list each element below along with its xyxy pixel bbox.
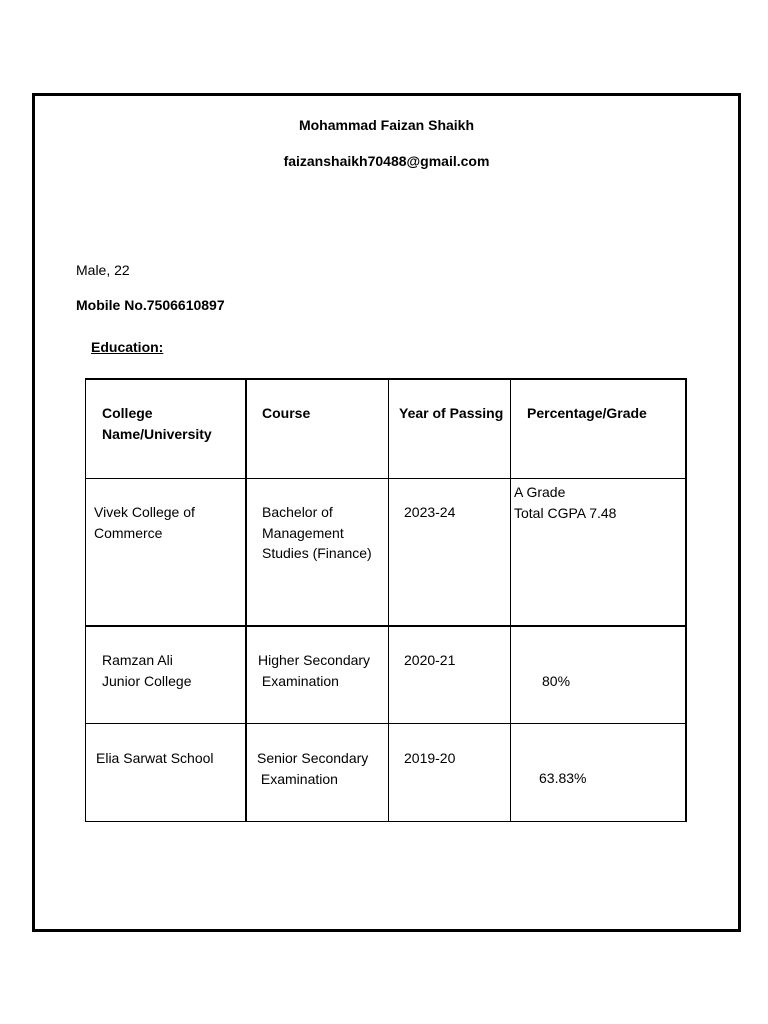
- year-cell: 2023-24: [404, 504, 456, 520]
- table-border-bottom: [85, 821, 687, 822]
- course-cell: Bachelor of Management Studies (Finance): [262, 504, 372, 561]
- table-border-right: [685, 378, 687, 822]
- college-cell: Ramzan Ali Junior College: [102, 652, 192, 689]
- course-cell: Senior Secondary Examination: [257, 750, 369, 787]
- column-header-grade: Percentage/Grade: [527, 405, 647, 421]
- year-cell: 2019-20: [404, 750, 456, 766]
- college-cell: Elia Sarwat School: [96, 750, 214, 766]
- candidate-email: faizanshaikh70488@gmail.com: [283, 153, 490, 169]
- grade-cell: 63.83%: [539, 770, 587, 786]
- grade-cell: A Grade Total CGPA 7.48: [514, 484, 617, 521]
- grade-cell: 80%: [542, 673, 571, 689]
- year-cell: 2020-21: [404, 652, 456, 668]
- course-cell: Higher Secondary Examination: [258, 652, 371, 689]
- mobile-number: Mobile No.7506610897: [76, 297, 225, 313]
- table-column-divider: [510, 378, 511, 822]
- table-border-left: [85, 378, 86, 822]
- table-column-divider: [388, 378, 389, 822]
- table-border-top: [85, 378, 687, 380]
- table-row-divider: [85, 723, 687, 724]
- table-column-divider: [245, 378, 247, 822]
- column-header-course: Course: [262, 405, 311, 421]
- college-cell: Vivek College of Commerce: [94, 504, 195, 541]
- column-header-college: College Name/University: [102, 405, 212, 442]
- table-row-divider: [85, 625, 687, 627]
- column-header-year: Year of Passing: [399, 405, 504, 421]
- candidate-name: Mohammad Faizan Shaikh: [298, 117, 475, 133]
- table-row-divider: [85, 478, 687, 479]
- gender-age: Male, 22: [76, 262, 130, 278]
- education-heading: Education:: [91, 339, 164, 355]
